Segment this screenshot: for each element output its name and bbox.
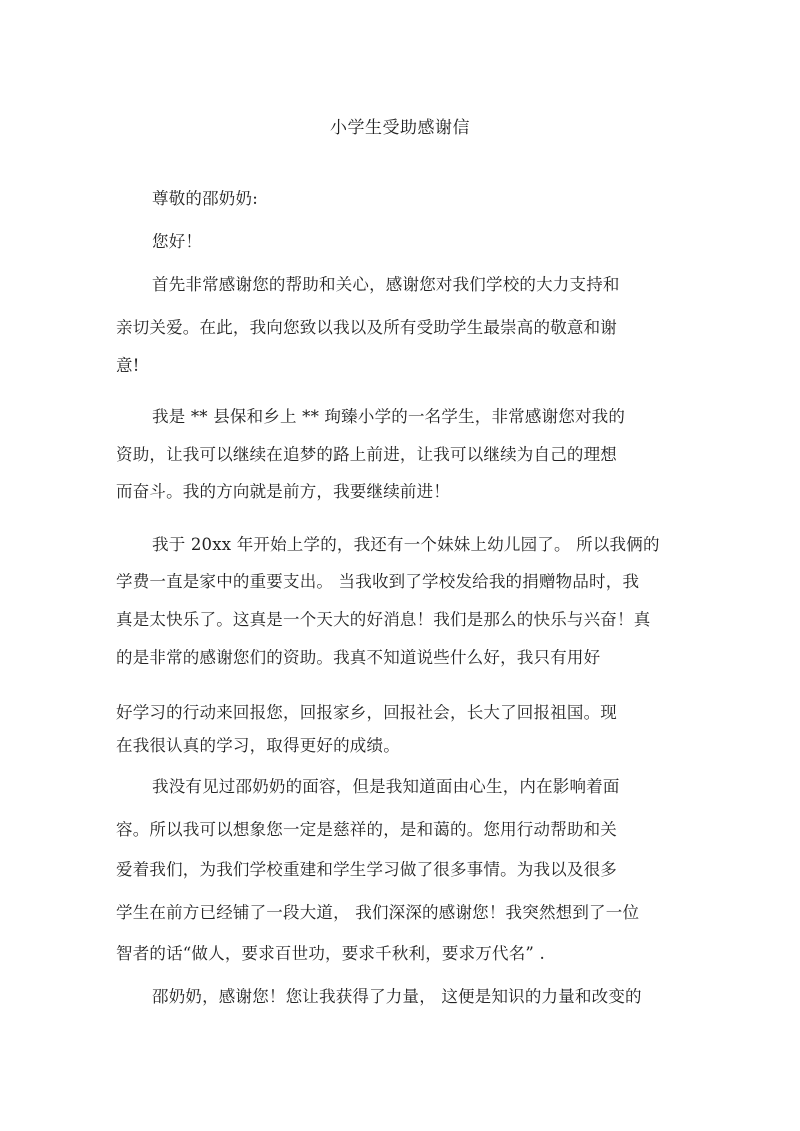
body-line: 意! — [116, 356, 140, 375]
body-line: 真是太快乐了。这真是一个天大的好消息！我们是那么的快乐与兴奋！真 — [116, 610, 651, 629]
body-line: 资助，让我可以继续在追梦的路上前进，让我可以继续为自己的理想 — [116, 445, 617, 464]
body-line: 而奋斗。我的方向就是前方，我要继续前进！ — [116, 482, 450, 501]
body-line: 爱着我们，为我们学校重建和学生学习做了很多事情。为我以及很多 — [116, 860, 617, 879]
body-line: 我是 ** 县保和乡上 ** 珣臻小学的一名学生，非常感谢您对我的 — [152, 407, 626, 426]
body-line: 我没有见过邵奶奶的面容，但是我知道面由心生，内在影响着面 — [152, 777, 620, 796]
greeting-line: 您好！ — [152, 232, 203, 251]
body-line: 智者的话“做人，要求百世功，要求千秋利，要求万代名” . — [116, 944, 545, 963]
body-line: 在我很认真的学习，取得更好的成绩。 — [116, 736, 400, 755]
body-line: 的是非常的感谢您们的资助。我真不知道说些什么好，我只有用好 — [116, 648, 601, 667]
body-line: 亲切关爱。在此，我向您致以我以及所有受助学生最崇高的敬意和谢 — [116, 318, 617, 337]
body-line: 学费一直是家中的重要支出。 当我收到了学校发给我的捐赠物品时，我 — [116, 572, 640, 591]
letter-title: 小学生受助感谢信 — [330, 118, 470, 138]
body-line: 我于 20xx 年开始上学的，我还有一个妹妹上幼儿园了。 所以我俩的 — [152, 535, 660, 554]
body-line: 学生在前方已经铺了一段大道， 我们深深的感谢您！我突然想到了一位 — [116, 903, 640, 922]
body-line: 容。所以我可以想象您一定是慈祥的，是和蔼的。您用行动帮助和关 — [116, 820, 617, 839]
body-line: 首先非常感谢您的帮助和关心，感谢您对我们学校的大力支持和 — [152, 275, 620, 294]
body-line: 邵奶奶，感谢您！您让我获得了力量， 这便是知识的力量和改变的 — [152, 987, 642, 1006]
body-line: 好学习的行动来回报您，回报家乡，回报社会，长大了回报祖国。现 — [116, 703, 617, 722]
salutation-line: 尊敬的邵奶奶: — [152, 189, 258, 208]
